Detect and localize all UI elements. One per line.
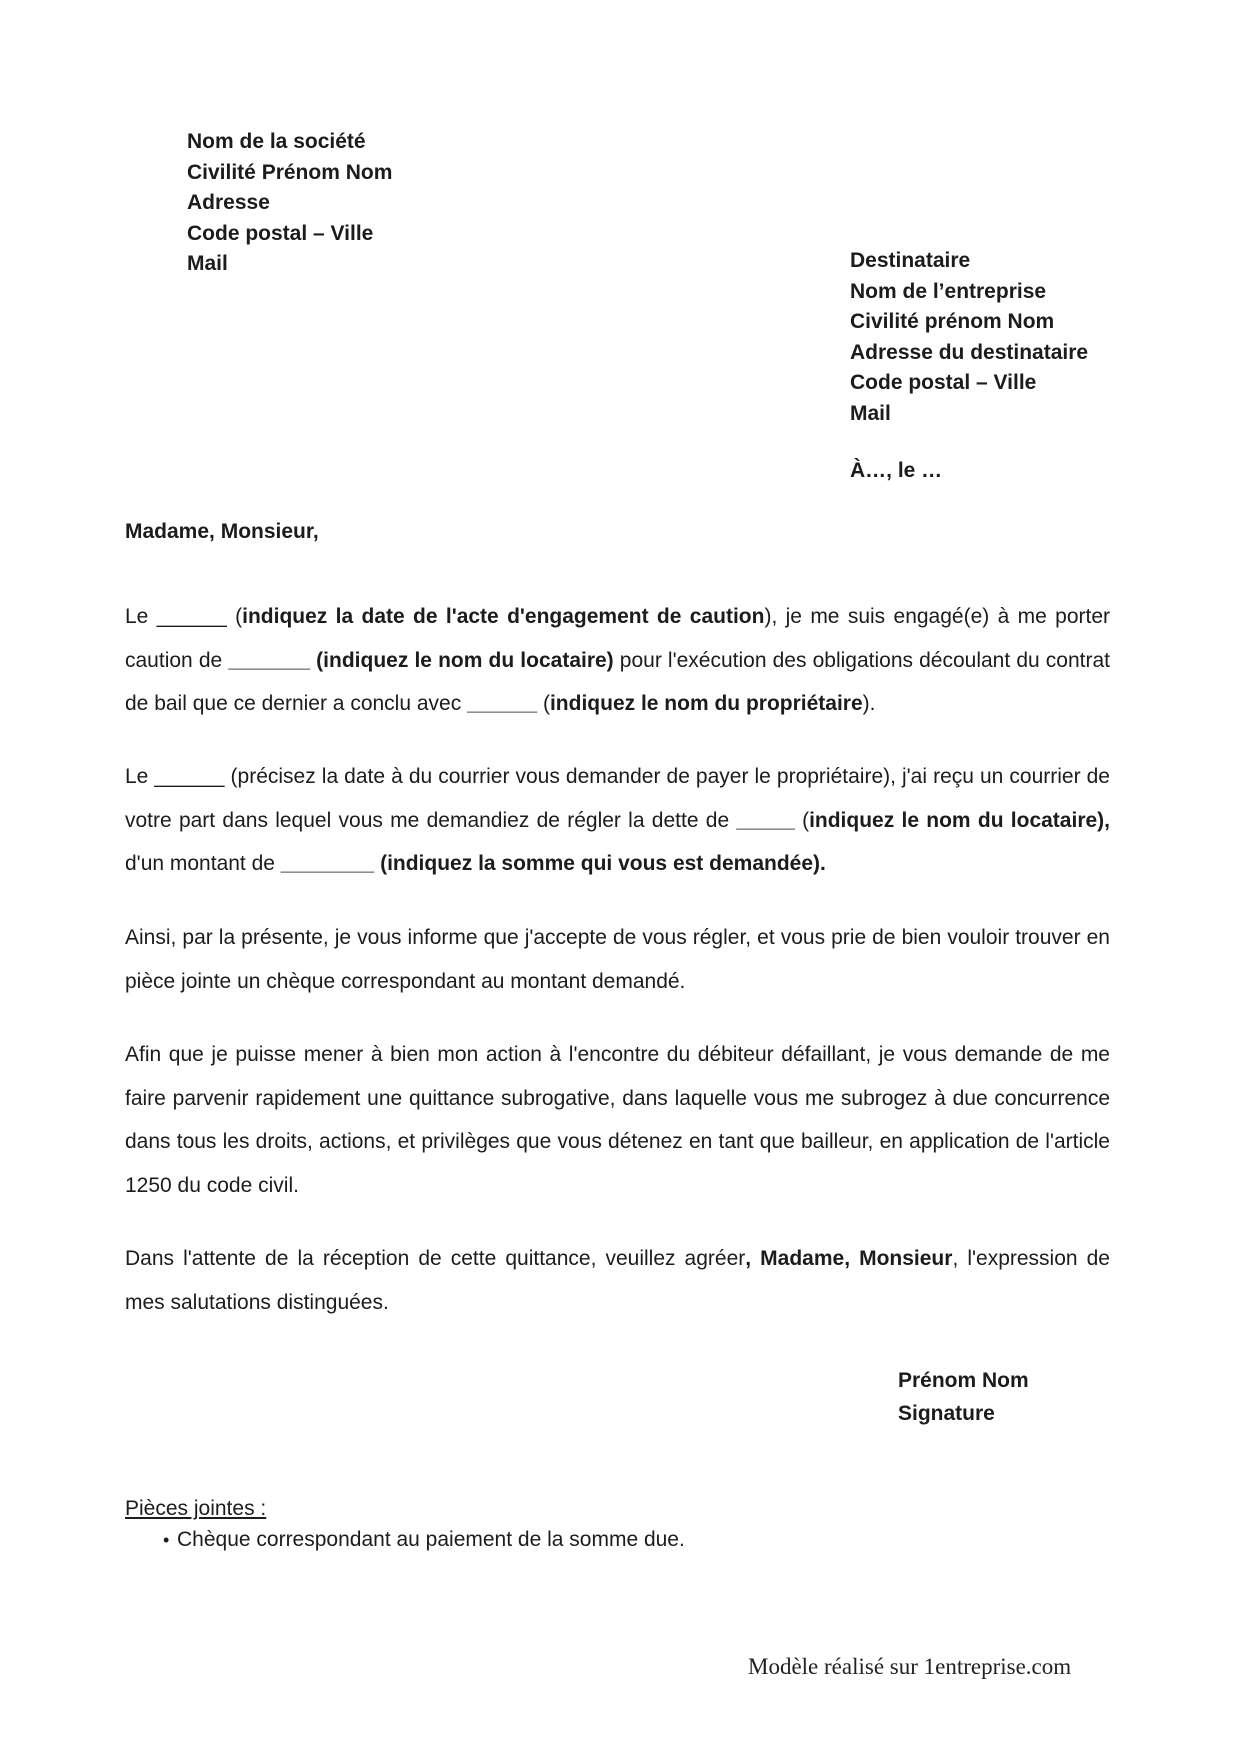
text-run: Le ______ (précisez la date à du courrier vous demander de payer le propriétaire), j'ai reçu un courrier de votre part dans lequel vous me demandiez de régler la dette de <box>125 765 1110 832</box>
text-run: pour l'exécution des obligations découlant du contrat de bail que ce dernier a conclu avec <box>125 648 1110 715</box>
text-run: ________ <box>280 852 375 875</box>
text-run: (indiquez la somme qui vous est demandée). <box>380 852 826 875</box>
text-run: Ainsi, par la présente, je vous informe que j'accepte de vous régler, et vous prie de bien vouloir trouver en pièce jointe un chèque correspondant au montant demandé. <box>125 926 1110 993</box>
text-run: indiquez la date de l'acte d'engagement de caution <box>242 605 765 628</box>
recipient-block <box>850 246 1088 429</box>
text-run: Afin que je puisse mener à bien mon action à l'encontre du débiteur défaillant, je vous demande de me faire parvenir rapidement une quittance subrogative, dans laquelle vous me subrogez à due concurrence dans tous les droits, actions, et privilèges que vous détenez en tant que bailleur, en application de l'article 1250 du code civil. <box>125 1043 1110 1197</box>
text-run: ( <box>537 692 550 715</box>
signature-block <box>898 1364 1029 1430</box>
sender-name: Civilité Prénom Nom <box>187 160 393 184</box>
text-run: _______ (indiquez le nom du locataire) <box>228 648 614 672</box>
sender-block <box>187 127 392 280</box>
signature-name: Prénom Nom <box>898 1369 1029 1392</box>
text-run: , Madame, Monsieur <box>745 1247 953 1270</box>
recipient-company: Nom de l’entreprise <box>850 279 1047 303</box>
text-run: Le ______ ( <box>125 605 243 628</box>
salutation: Madame, Monsieur, <box>125 520 319 543</box>
sender-mail: Mail <box>187 252 228 275</box>
recipient-label: Destinataire <box>850 249 971 272</box>
sender-company: Nom de la société <box>187 130 366 153</box>
body-paragraph-4 <box>125 1033 1110 1207</box>
attachments-list <box>125 1524 685 1556</box>
text-run: indiquez le nom du propriétaire <box>549 692 863 715</box>
recipient-mail: Mail <box>850 401 891 425</box>
text-run: _____ <box>736 808 795 832</box>
text-run: ), je me suis engagé(e) à me porter caution de <box>125 605 1111 672</box>
recipient-name: Civilité prénom Nom <box>850 310 1055 333</box>
body-paragraph-3 <box>125 916 1110 1003</box>
text-run: , l'expression de mes salutations distinguées. <box>125 1247 1110 1314</box>
body-paragraph-1 <box>125 595 1110 726</box>
place-date-line: À…, le … <box>850 459 943 482</box>
signature-label: Signature <box>898 1402 995 1425</box>
body-paragraph-5 <box>125 1237 1110 1324</box>
text-run: ______ <box>467 692 538 715</box>
attachment-item: • Chèque correspondant au paiement de la somme due. <box>177 1524 685 1556</box>
footer-credit: Modèle réalisé sur 1entreprise.com <box>748 1654 1072 1679</box>
recipient-address: Adresse du destinataire <box>850 340 1089 364</box>
recipient-city: Code postal – Ville <box>850 371 1037 394</box>
text-run: Dans l'attente de la réception de cette quittance, veuillez agréer <box>125 1247 746 1270</box>
text-run: d'un montant de <box>125 852 281 875</box>
body-paragraph-2 <box>125 755 1110 886</box>
sender-city: Code postal – Ville <box>187 221 374 245</box>
sender-address: Adresse <box>187 191 270 214</box>
attachments-title: Pièces jointes : <box>125 1497 267 1520</box>
text-run: ). <box>862 692 876 715</box>
text-run: ( <box>794 808 810 832</box>
attachments-section <box>125 1494 685 1556</box>
text-run: indiquez le nom du locataire), <box>809 808 1110 832</box>
